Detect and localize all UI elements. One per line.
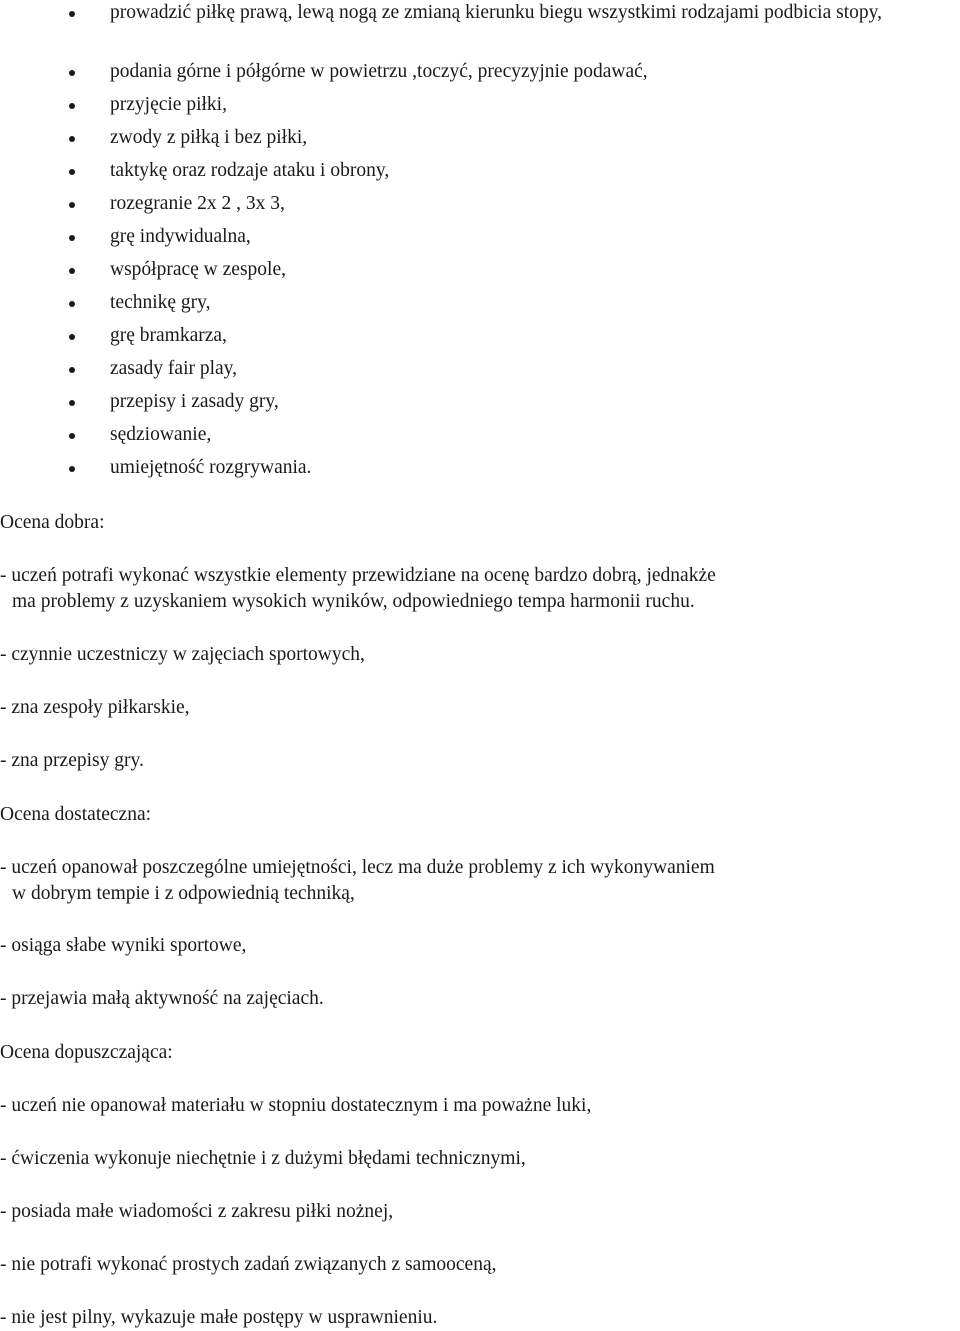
list-item-text: zasady fair play, — [110, 358, 238, 379]
paragraph-line: ma problemy z uzyskaniem wysokich wyników, odpowiedniego tempa harmonii ruchu. — [12, 591, 695, 612]
paragraph — [0, 1199, 393, 1225]
list-item-text: umiejętność rozgrywania. — [110, 457, 312, 478]
paragraph — [0, 695, 190, 721]
paragraph — [0, 642, 365, 668]
paragraph — [0, 1146, 526, 1172]
paragraph-line: - przejawia małą aktywność na zajęciach. — [0, 988, 324, 1009]
paragraph — [0, 1305, 437, 1331]
paragraph-line: - nie potrafi wykonać prostych zadań związanych z samooceną, — [0, 1254, 497, 1275]
paragraph-line: - uczeń nie opanował materiału w stopniu dostatecznym i ma poważne luki, — [0, 1095, 592, 1116]
bullet-icon — [69, 268, 75, 274]
bullet-icon — [69, 235, 75, 241]
section-heading-dobra: Ocena dobra: — [0, 512, 105, 533]
paragraph-line: w dobrym tempie i z odpowiednią techniką, — [12, 883, 355, 904]
paragraph — [0, 986, 324, 1012]
list-item-text: prowadzić piłkę prawą, lewą nogą ze zmianą kierunku biegu wszystkimi rodzajami podbicia stopy, — [110, 2, 882, 23]
list-item — [0, 0, 960, 52]
paragraph-line: - osiąga słabe wyniki sportowe, — [0, 935, 247, 956]
paragraph-line: - czynnie uczestniczy w zajęciach sportowych, — [0, 644, 365, 665]
paragraph-line: - nie jest pilny, wykazuje małe postępy w usprawnieniu. — [0, 1307, 438, 1328]
bullet-icon — [69, 400, 75, 406]
list-item-text: technikę gry, — [110, 292, 211, 313]
section-heading-dostateczna: Ocena dostateczna: — [0, 804, 152, 825]
paragraph — [0, 855, 715, 907]
bullet-icon — [69, 11, 75, 17]
list-item-text: grę bramkarza, — [110, 325, 227, 346]
bullet-icon — [69, 136, 75, 142]
list-item-text: zwody z piłką i bez piłki, — [110, 127, 308, 148]
paragraph-line: - zna zespoły piłkarskie, — [0, 697, 190, 718]
list-item-text: przyjęcie piłki, — [110, 94, 227, 115]
list-item-text: grę indywidualna, — [110, 226, 251, 247]
paragraph-line: - zna przepisy gry. — [0, 750, 144, 771]
list-item-text: rozegranie 2x 2 , 3x 3, — [110, 193, 285, 214]
list-item-text: podania górne i półgórne w powietrzu ,toczyć, precyzyjnie podawać, — [110, 61, 648, 82]
list-item-text: taktykę oraz rodzaje ataku i obrony, — [110, 160, 390, 181]
paragraph — [0, 1252, 497, 1278]
list-item-text: przepisy i zasady gry, — [110, 391, 279, 412]
paragraph — [0, 748, 144, 774]
paragraph-line: - ćwiczenia wykonuje niechętnie i z dużymi błędami technicznymi, — [0, 1148, 526, 1169]
bullet-icon — [69, 103, 75, 109]
bullet-icon — [69, 433, 75, 439]
paragraph-line: - uczeń opanował poszczególne umiejętności, lecz ma duże problemy z ich wykonywaniem — [0, 857, 715, 878]
bullet-icon — [69, 202, 75, 208]
paragraph — [0, 563, 716, 615]
list-item-text: współpracę w zespole, — [110, 259, 286, 280]
bullet-icon — [69, 301, 75, 307]
bullet-icon — [69, 70, 75, 76]
bullet-icon — [69, 367, 75, 373]
paragraph-line: - posiada małe wiadomości z zakresu piłki nożnej, — [0, 1201, 394, 1222]
section-heading-dopuszczajaca: Ocena dopuszczająca: — [0, 1042, 173, 1063]
bullet-icon — [69, 169, 75, 175]
paragraph — [0, 933, 246, 959]
list-item-text: sędziowanie, — [110, 424, 212, 445]
bullet-icon — [69, 466, 75, 472]
bullet-icon — [69, 334, 75, 340]
paragraph-line: - uczeń potrafi wykonać wszystkie elementy przewidziane na ocenę bardzo dobrą, jednakże — [0, 565, 716, 586]
paragraph — [0, 1093, 591, 1119]
